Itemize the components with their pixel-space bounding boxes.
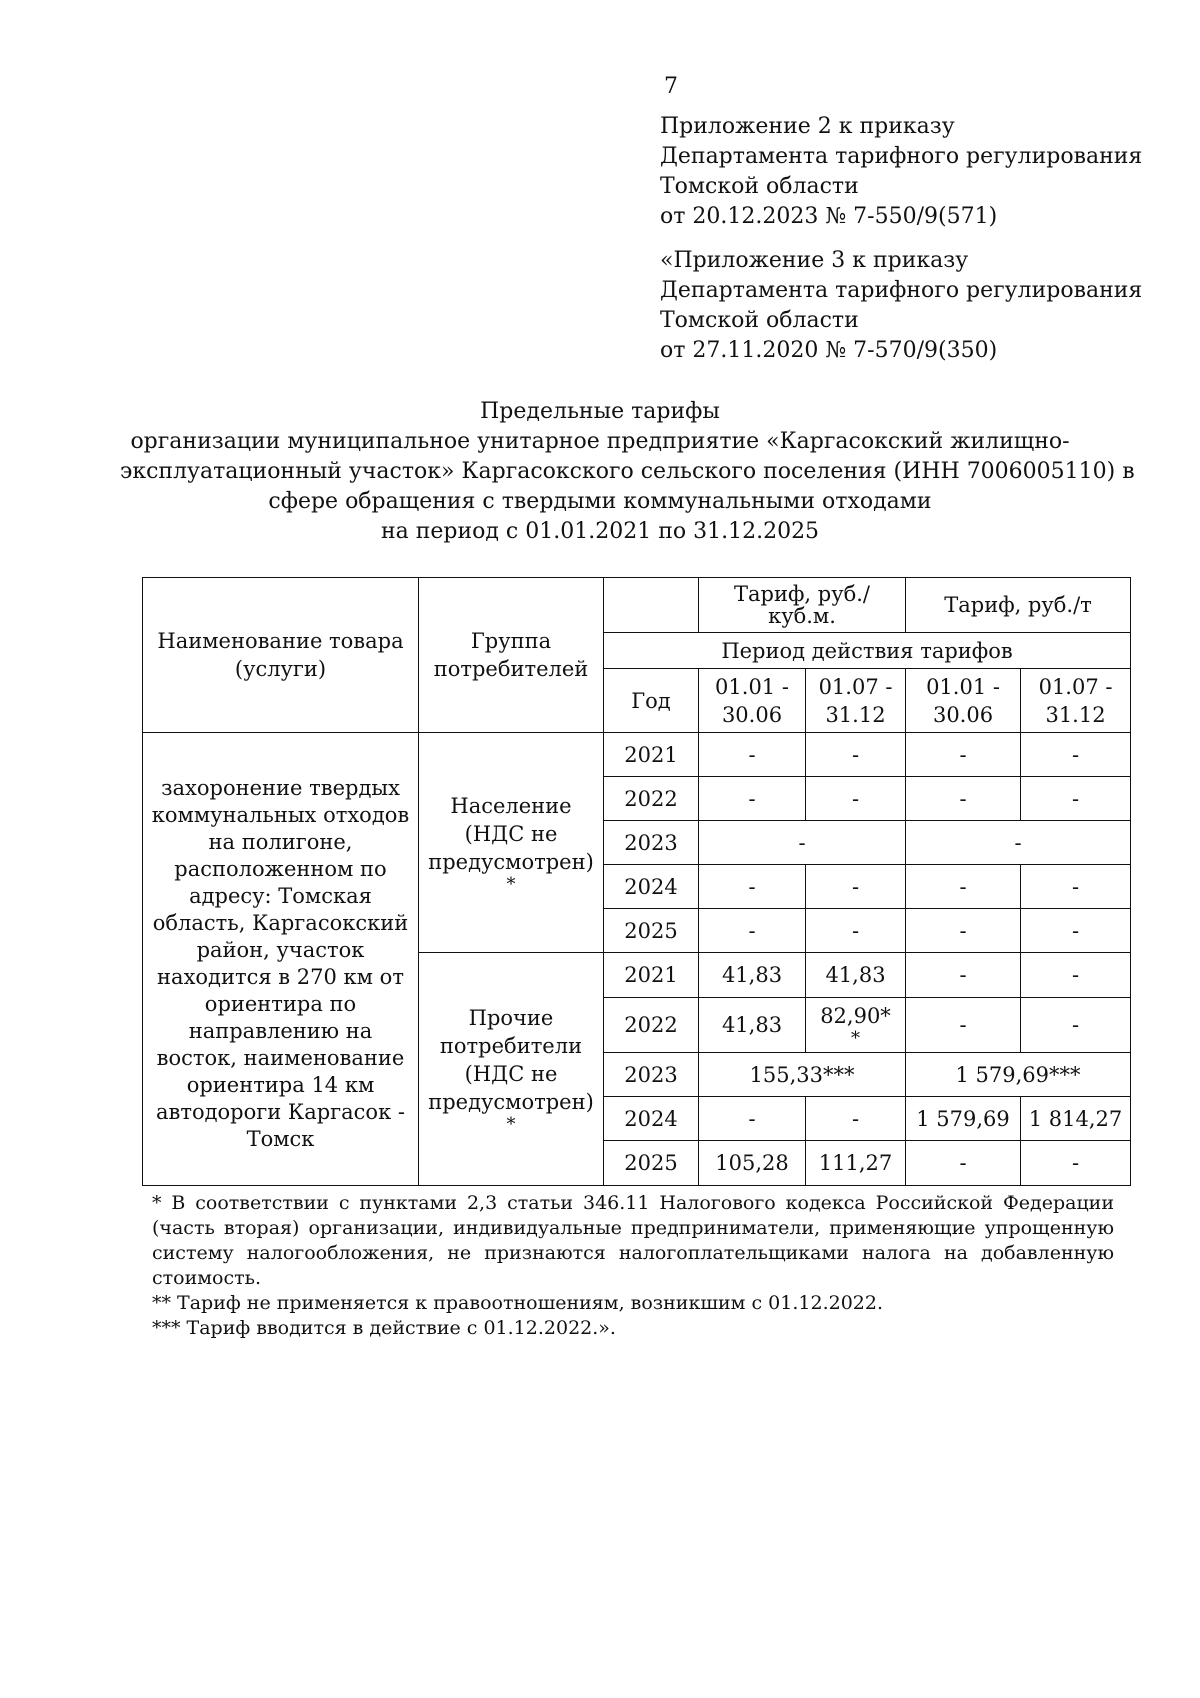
value-cell: - xyxy=(906,777,1021,821)
value-cell: - xyxy=(1021,733,1131,777)
header-m3-first-half: 01.01 - 30.06 xyxy=(699,669,806,733)
value-cell: - xyxy=(906,733,1021,777)
value-cell: - xyxy=(906,1141,1021,1186)
title-line: эксплуатационный участок» Каргасокского сельского поселения (ИНН 7006005110) в xyxy=(120,459,1135,484)
appendix-line: Томской области xyxy=(660,308,859,333)
appendix-line: «Приложение 3 к приказу xyxy=(660,248,969,273)
service-name-cell: захоронение твердых коммунальных отходов на полигоне, расположенном по адресу: Томская область, Каргасокский район, участок находится в 270 км от ориентира по направлению на восток, наименование ориентира 14 км автодороги Каргасок - Томск xyxy=(143,733,419,1186)
header-period: Период действия тарифов xyxy=(604,633,1131,669)
value-cell: - xyxy=(906,998,1021,1053)
year-cell: 2021 xyxy=(604,953,699,998)
footnote: *** Тариф вводится в действие с 01.12.2022.». xyxy=(152,1317,616,1339)
group-other-cell xyxy=(419,953,604,1186)
value-cell: - xyxy=(806,865,906,909)
year-cell: 2024 xyxy=(604,1097,699,1141)
value-cell: 111,27 xyxy=(806,1141,906,1186)
table-row xyxy=(143,733,1131,777)
value-cell: 41,83 xyxy=(699,998,806,1053)
tariff-table xyxy=(142,577,1131,1186)
value-cell-merged: - xyxy=(906,821,1131,865)
footnote: ** Тариф не применяется к правоотношениям, возникшим с 01.12.2022. xyxy=(152,1292,883,1314)
header-empty-cell xyxy=(604,578,699,633)
value-cell: - xyxy=(1021,865,1131,909)
value-cell: - xyxy=(699,733,806,777)
group-population-label: Население (НДС не предусмотрен) xyxy=(428,793,594,874)
value-text: 82,90* xyxy=(820,1004,891,1028)
footnote: * В соответствии с пунктами 2,3 статьи 346.11 Налогового кодекса Российской Федерации (часть вторая) организации, индивидуальные предприниматели, применяющие упрощенную систему налогообложения, не признаются налогоплательщиками налога на добавленную стоимость. xyxy=(152,1192,1114,1289)
value-cell: 1 814,27 xyxy=(1021,1097,1131,1141)
value-cell: - xyxy=(806,909,906,953)
appendix-line: Департамента тарифного регулирования xyxy=(660,144,1143,169)
year-cell: 2022 xyxy=(604,998,699,1053)
value-cell-footnoted xyxy=(806,998,906,1053)
title-line: организации муниципальное унитарное предприятие «Каргасокский жилищно- xyxy=(130,429,1070,454)
header-t-second-half: 01.07 - 31.12 xyxy=(1021,669,1131,733)
footnotes xyxy=(152,1191,1114,1341)
value-cell: - xyxy=(1021,777,1131,821)
appendix-line: от 27.11.2020 № 7-570/9(350) xyxy=(660,338,998,363)
title-line: сфере обращения с твердыми коммунальными отходами xyxy=(268,489,932,514)
header-t-first-half: 01.01 - 30.06 xyxy=(906,669,1021,733)
value-cell-merged: - xyxy=(699,821,906,865)
year-cell: 2025 xyxy=(604,909,699,953)
title-line: на период с 01.01.2021 по 31.12.2025 xyxy=(380,519,820,544)
appendix-line: Томской области xyxy=(660,174,859,199)
value-cell: - xyxy=(1021,953,1131,998)
group-other-label: Прочие потребители (НДС не предусмотрен) xyxy=(428,1006,594,1114)
appendix-reference-original xyxy=(660,246,1142,366)
value-cell: - xyxy=(806,777,906,821)
group-other-star: * xyxy=(506,1114,516,1135)
year-cell: 2025 xyxy=(604,1141,699,1186)
year-cell: 2023 xyxy=(604,821,699,865)
appendix-line: от 20.12.2023 № 7-550/9(571) xyxy=(660,204,998,229)
value-cell: - xyxy=(1021,909,1131,953)
value-cell: - xyxy=(806,1097,906,1141)
value-cell: - xyxy=(699,1097,806,1141)
value-cell: - xyxy=(906,953,1021,998)
value-cell: - xyxy=(1021,998,1131,1053)
value-cell: 1 579,69 xyxy=(906,1097,1021,1141)
header-tariff-m3: Тариф, руб./куб.м. xyxy=(699,578,906,633)
header-year: Год xyxy=(604,669,699,733)
header-consumer-group: Группа потребителей xyxy=(419,578,604,733)
header-service: Наименование товара (услуги) xyxy=(143,578,419,733)
group-population-star: * xyxy=(506,873,516,895)
value-star: * xyxy=(851,1028,860,1049)
value-cell-merged: 1 579,69*** xyxy=(906,1053,1131,1097)
title-line: Предельные тарифы xyxy=(480,399,720,424)
page-number: 7 xyxy=(664,74,678,99)
header-m3-second-half: 01.07 - 31.12 xyxy=(806,669,906,733)
appendix-line: Приложение 2 к приказу xyxy=(660,114,955,139)
year-cell: 2021 xyxy=(604,733,699,777)
year-cell: 2023 xyxy=(604,1053,699,1097)
year-cell: 2024 xyxy=(604,865,699,909)
value-cell: - xyxy=(699,909,806,953)
appendix-line: Департамента тарифного регулирования xyxy=(660,278,1143,303)
group-population-cell xyxy=(419,733,604,953)
value-cell-merged: 155,33*** xyxy=(699,1053,906,1097)
value-cell: 41,83 xyxy=(806,953,906,998)
document-title xyxy=(120,397,1135,547)
value-cell: - xyxy=(906,865,1021,909)
value-cell: 105,28 xyxy=(699,1141,806,1186)
value-cell: - xyxy=(806,733,906,777)
table-header-row xyxy=(143,578,1131,633)
value-cell: - xyxy=(906,909,1021,953)
value-cell: - xyxy=(699,865,806,909)
header-tariff-t: Тариф, руб./т xyxy=(906,578,1131,633)
value-cell: - xyxy=(1021,1141,1131,1186)
year-cell: 2022 xyxy=(604,777,699,821)
value-cell: - xyxy=(699,777,806,821)
value-cell: 41,83 xyxy=(699,953,806,998)
appendix-reference-current xyxy=(660,112,1142,232)
